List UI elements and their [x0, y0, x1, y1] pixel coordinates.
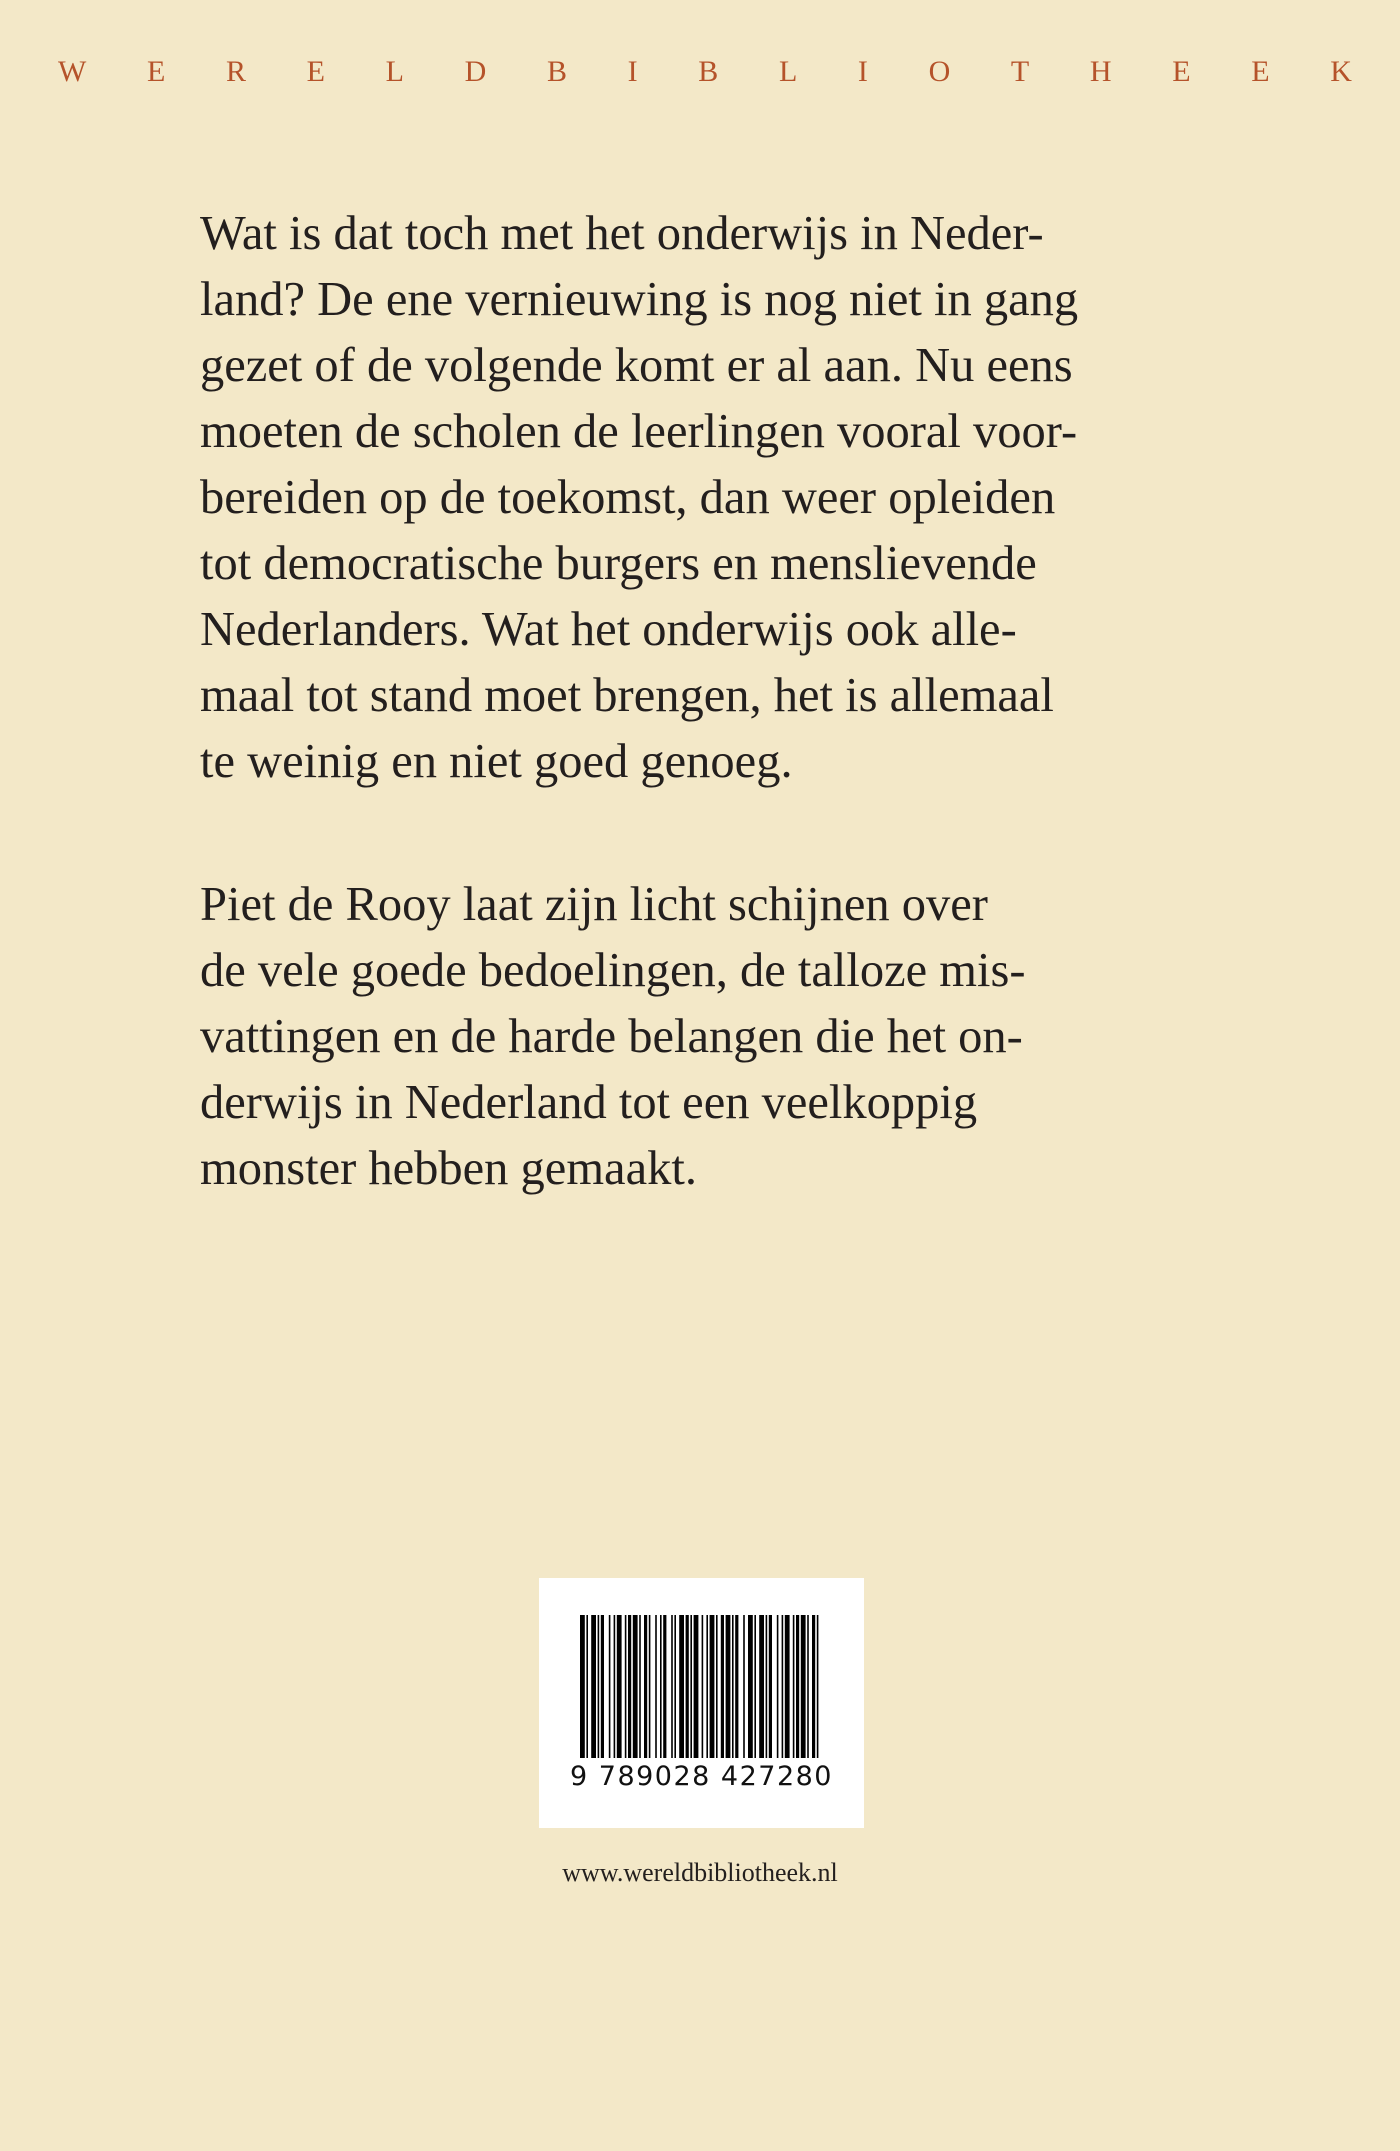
barcode-bar: [614, 1615, 616, 1758]
barcode-bar: [674, 1615, 676, 1758]
barcode-bar: [598, 1615, 600, 1758]
blurb-paragraph-2: [200, 872, 1200, 1202]
barcode-bar: [679, 1615, 684, 1758]
barcode-bar: [777, 1615, 779, 1758]
blurb-line: moeten de scholen de leerlingen vooral voor-: [200, 405, 1078, 458]
barcode-bar: [586, 1615, 588, 1758]
blurb-line: vattingen en de harde belangen die het on-: [200, 1010, 1023, 1063]
barcode-bar: [710, 1615, 715, 1758]
barcode-bar: [769, 1615, 772, 1758]
blurb-line: de vele goede bedoelingen, de talloze mis-: [200, 944, 1026, 997]
barcode-bar: [686, 1615, 689, 1758]
blurb-line: gezet of de volgende komt er al aan. Nu eens: [200, 339, 1073, 392]
barcode-bar: [807, 1615, 809, 1758]
barcode-bar: [817, 1615, 819, 1758]
publisher-letter: E: [1251, 55, 1270, 88]
publisher-letter: B: [698, 55, 719, 88]
barcode-bar: [702, 1615, 704, 1758]
blurb-line: te weinig en niet goed genoeg.: [200, 735, 793, 788]
barcode-bar: [754, 1615, 756, 1758]
barcode-bar: [633, 1615, 638, 1758]
blurb-line: maal tot stand moet brengen, het is allemaal: [200, 669, 1054, 722]
publisher-letter: R: [225, 55, 246, 88]
publisher-letter: W: [58, 55, 87, 88]
barcode-bar: [793, 1615, 795, 1758]
barcode-bar: [671, 1615, 673, 1758]
blurb-line: land? De ene vernieuwing is nog niet in gang: [200, 273, 1079, 326]
barcode-bar: [748, 1615, 753, 1758]
barcode-bar: [785, 1615, 790, 1758]
barcode-bar: [801, 1615, 806, 1758]
barcode-bar: [706, 1615, 708, 1758]
barcode-bar: [609, 1615, 611, 1758]
barcode-bar: [639, 1615, 641, 1758]
barcode-bar: [812, 1615, 815, 1758]
barcode-bar: [655, 1615, 657, 1758]
barcode-bar: [735, 1615, 738, 1758]
barcode-bar: [663, 1615, 666, 1758]
blurb-line: Wat is dat toch met het onderwijs in Neder-: [200, 207, 1044, 260]
publisher-header: [0, 55, 1400, 89]
barcode-bar: [759, 1615, 764, 1758]
publisher-letter: E: [146, 55, 166, 88]
publisher-letter: H: [1089, 55, 1112, 88]
barcode-bar: [625, 1615, 627, 1758]
publisher-letter: T: [1010, 55, 1030, 88]
barcode-bar: [796, 1615, 799, 1758]
website-url: www.wereldbibliotheek.nl: [562, 1858, 838, 1887]
publisher-letter: L: [385, 55, 404, 88]
publisher-letter: L: [778, 55, 798, 88]
barcode-bar: [721, 1615, 724, 1758]
blurb-paragraph-1: [200, 201, 1200, 795]
publisher-letter: D: [464, 55, 487, 88]
barcode-bar: [690, 1615, 692, 1758]
publisher-letter: E: [1172, 55, 1191, 88]
barcode-bar: [649, 1615, 651, 1758]
blurb-line: Nederlanders. Wat het onderwijs ook alle-: [200, 603, 1017, 656]
barcode-bar: [782, 1615, 784, 1758]
barcode-bar: [628, 1615, 631, 1758]
barcode-bar: [743, 1615, 745, 1758]
barcode-bars: [580, 1615, 823, 1758]
barcode-bar: [726, 1615, 731, 1758]
publisher-letter: I: [857, 55, 868, 88]
publisher-letter: E: [306, 55, 325, 88]
barcode-bar: [766, 1615, 768, 1758]
barcode: [539, 1578, 864, 1828]
blurb-line: derwijs in Nederland tot een veelkoppig: [200, 1076, 978, 1129]
barcode-bar: [601, 1615, 604, 1758]
barcode-bar: [716, 1615, 718, 1758]
barcode-digits: 9 789028 427280: [570, 1761, 833, 1792]
publisher-letter: I: [627, 55, 638, 88]
barcode-bar: [617, 1615, 622, 1758]
blurb-line: tot democratische burgers en menslievende: [200, 537, 1037, 590]
publisher-letter: K: [1330, 55, 1352, 88]
blurb-line: monster hebben gemaakt.: [200, 1142, 697, 1195]
blurb-line: bereiden op de toekomst, dan weer opleiden: [200, 471, 1056, 524]
barcode-bar: [644, 1615, 647, 1758]
publisher-letter: O: [928, 55, 951, 88]
publisher-letter: B: [546, 55, 567, 88]
barcode-bar: [660, 1615, 662, 1758]
blurb-line: Piet de Rooy laat zijn licht schijnen over: [200, 878, 988, 931]
barcode-bar: [694, 1615, 699, 1758]
barcode-bar: [591, 1615, 596, 1758]
barcode-bar: [732, 1615, 734, 1758]
barcode-bar: [580, 1615, 585, 1758]
